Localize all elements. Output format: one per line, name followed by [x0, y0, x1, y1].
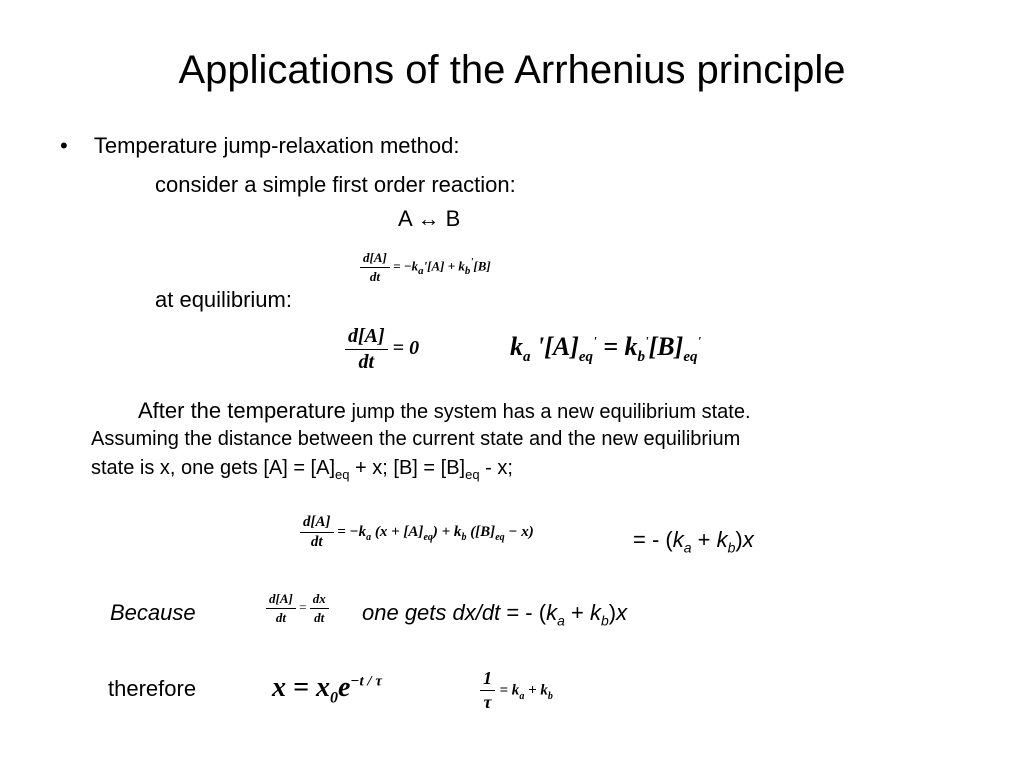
result-sub-a: a [683, 539, 692, 556]
rate-sub-b: b [464, 265, 471, 278]
eq-prime-1: ' [593, 333, 597, 349]
tau-denominator: τ [483, 692, 492, 712]
state-eq-sub-2: eq [465, 467, 480, 482]
one-gets-sub-b: b [600, 612, 609, 629]
eq-sub-a: a [523, 349, 531, 366]
eq-mid: = k [596, 332, 638, 361]
long-equation-result [633, 527, 754, 556]
therefore-label: therefore [108, 676, 197, 701]
rate-equation [360, 250, 491, 285]
long-rate-numerator: d[A] [300, 514, 334, 533]
dx-rhs-fraction [310, 591, 329, 626]
one-gets-line [362, 600, 628, 629]
result-plus: + [691, 527, 717, 552]
eq-sub-eq-1: eq [578, 349, 594, 366]
state-line [91, 457, 513, 480]
eq-prime-3: ' [697, 333, 702, 349]
consider-line: consider a simple first order reaction: [155, 172, 516, 197]
state-plus-x: + x; [B] = [B] [349, 457, 466, 479]
rate-rhs-mid: '[A] + k [423, 258, 465, 274]
zero-rate-numerator: d[A] [345, 325, 388, 350]
after-text-a: After the temperature [138, 398, 346, 423]
bullet-item [60, 133, 459, 159]
eq-prime-2: ' [645, 333, 649, 349]
zero-rate-equation [345, 325, 419, 374]
at-equilibrium-label: at equilibrium: [155, 287, 292, 312]
rate-denominator: dt [369, 269, 380, 284]
result-equals: = - ( [633, 527, 673, 552]
long-sub-a: a [366, 531, 372, 543]
long-rhs-1: = −k [337, 523, 367, 540]
zero-rate-denominator: dt [358, 351, 375, 373]
tau-sub-a: a [519, 691, 525, 703]
exp-e: e [337, 672, 351, 703]
zero-rate-rhs: = 0 [392, 337, 420, 360]
long-rate-equation [300, 514, 534, 551]
eq-k: k [510, 332, 523, 361]
exponential-equation [272, 672, 382, 707]
result-x: x [742, 527, 754, 552]
eq-sub-eq-2: eq [683, 349, 698, 366]
result-sub-b: b [727, 539, 736, 556]
after-text-b: jump the system has a new equilibrium state. [345, 401, 751, 423]
one-gets-sub-a: a [557, 612, 565, 629]
exp-sub-0: 0 [329, 689, 338, 707]
eq-b-bracket: [B] [648, 332, 684, 361]
long-rhs-5: − x) [504, 523, 534, 540]
rate-numerator: d[A] [360, 250, 390, 268]
long-sub-b: b [461, 531, 467, 543]
tau-plus: + k [524, 682, 548, 699]
dx-rhs-denominator: dt [314, 610, 325, 625]
long-rate-denominator: dt [310, 534, 323, 550]
rate-prime: ' [470, 256, 474, 269]
equilibrium-equation [510, 332, 702, 366]
long-rate-fraction [300, 514, 334, 551]
result-k1: k [672, 527, 684, 552]
slide-title: Applications of the Arrhenius principle [178, 48, 846, 92]
one-gets-close: ) [608, 600, 617, 625]
tau-rhs: = k [499, 682, 520, 699]
one-gets-plus: + [564, 600, 590, 625]
one-gets-minus: - ( [525, 600, 547, 625]
rate-fraction [360, 250, 390, 285]
eq-prime-a: '[A] [530, 332, 579, 361]
state-text: state is x, one gets [A] = [A] [91, 457, 336, 479]
one-gets-k1: k [546, 600, 558, 625]
tau-sub-b: b [547, 691, 553, 703]
dx-equation [266, 591, 329, 626]
one-gets-k2: k [589, 600, 601, 625]
rate-sub-a: a [418, 265, 424, 278]
one-gets-x: x [616, 600, 628, 625]
bullet-text: Temperature jump-relaxation method: [93, 133, 460, 158]
dx-lhs-numerator: d[A] [266, 591, 296, 609]
long-rhs-3: ) + k [432, 523, 462, 540]
eq-sub-b: b [637, 349, 646, 366]
assuming-line: Assuming the distance between the current state and the new equilibrium [91, 428, 741, 450]
reaction-line: A ↔ B [398, 206, 461, 231]
rate-rhs-end: [B] [473, 258, 491, 274]
state-minus-x: - x; [479, 457, 513, 479]
tau-fraction [480, 668, 495, 713]
tau-equation [480, 668, 553, 713]
state-eq-sub-1: eq [335, 467, 350, 482]
dx-equals: = [299, 599, 307, 615]
long-sub-eq-1: eq [423, 531, 433, 543]
bullet-marker: • [60, 133, 68, 158]
after-line [138, 398, 751, 424]
one-gets-equals: = [500, 600, 526, 625]
exp-sup: −t / τ [350, 673, 382, 690]
one-gets-text: one gets dx/dt [362, 600, 501, 625]
long-rhs-4: ([B] [466, 523, 496, 540]
dx-lhs-fraction [266, 591, 296, 626]
tau-numerator: 1 [480, 668, 495, 691]
dx-lhs-denominator: dt [275, 610, 286, 625]
long-rhs-2: (x + [A] [371, 523, 424, 540]
zero-rate-fraction [345, 325, 388, 374]
result-close: ) [735, 527, 743, 552]
long-sub-eq-2: eq [495, 531, 505, 543]
exp-lhs: x = x [272, 672, 330, 703]
because-label: Because [110, 600, 196, 625]
rate-rhs-part: = −k [393, 258, 419, 274]
dx-rhs-numerator: dx [310, 591, 329, 609]
result-k2: k [716, 527, 728, 552]
